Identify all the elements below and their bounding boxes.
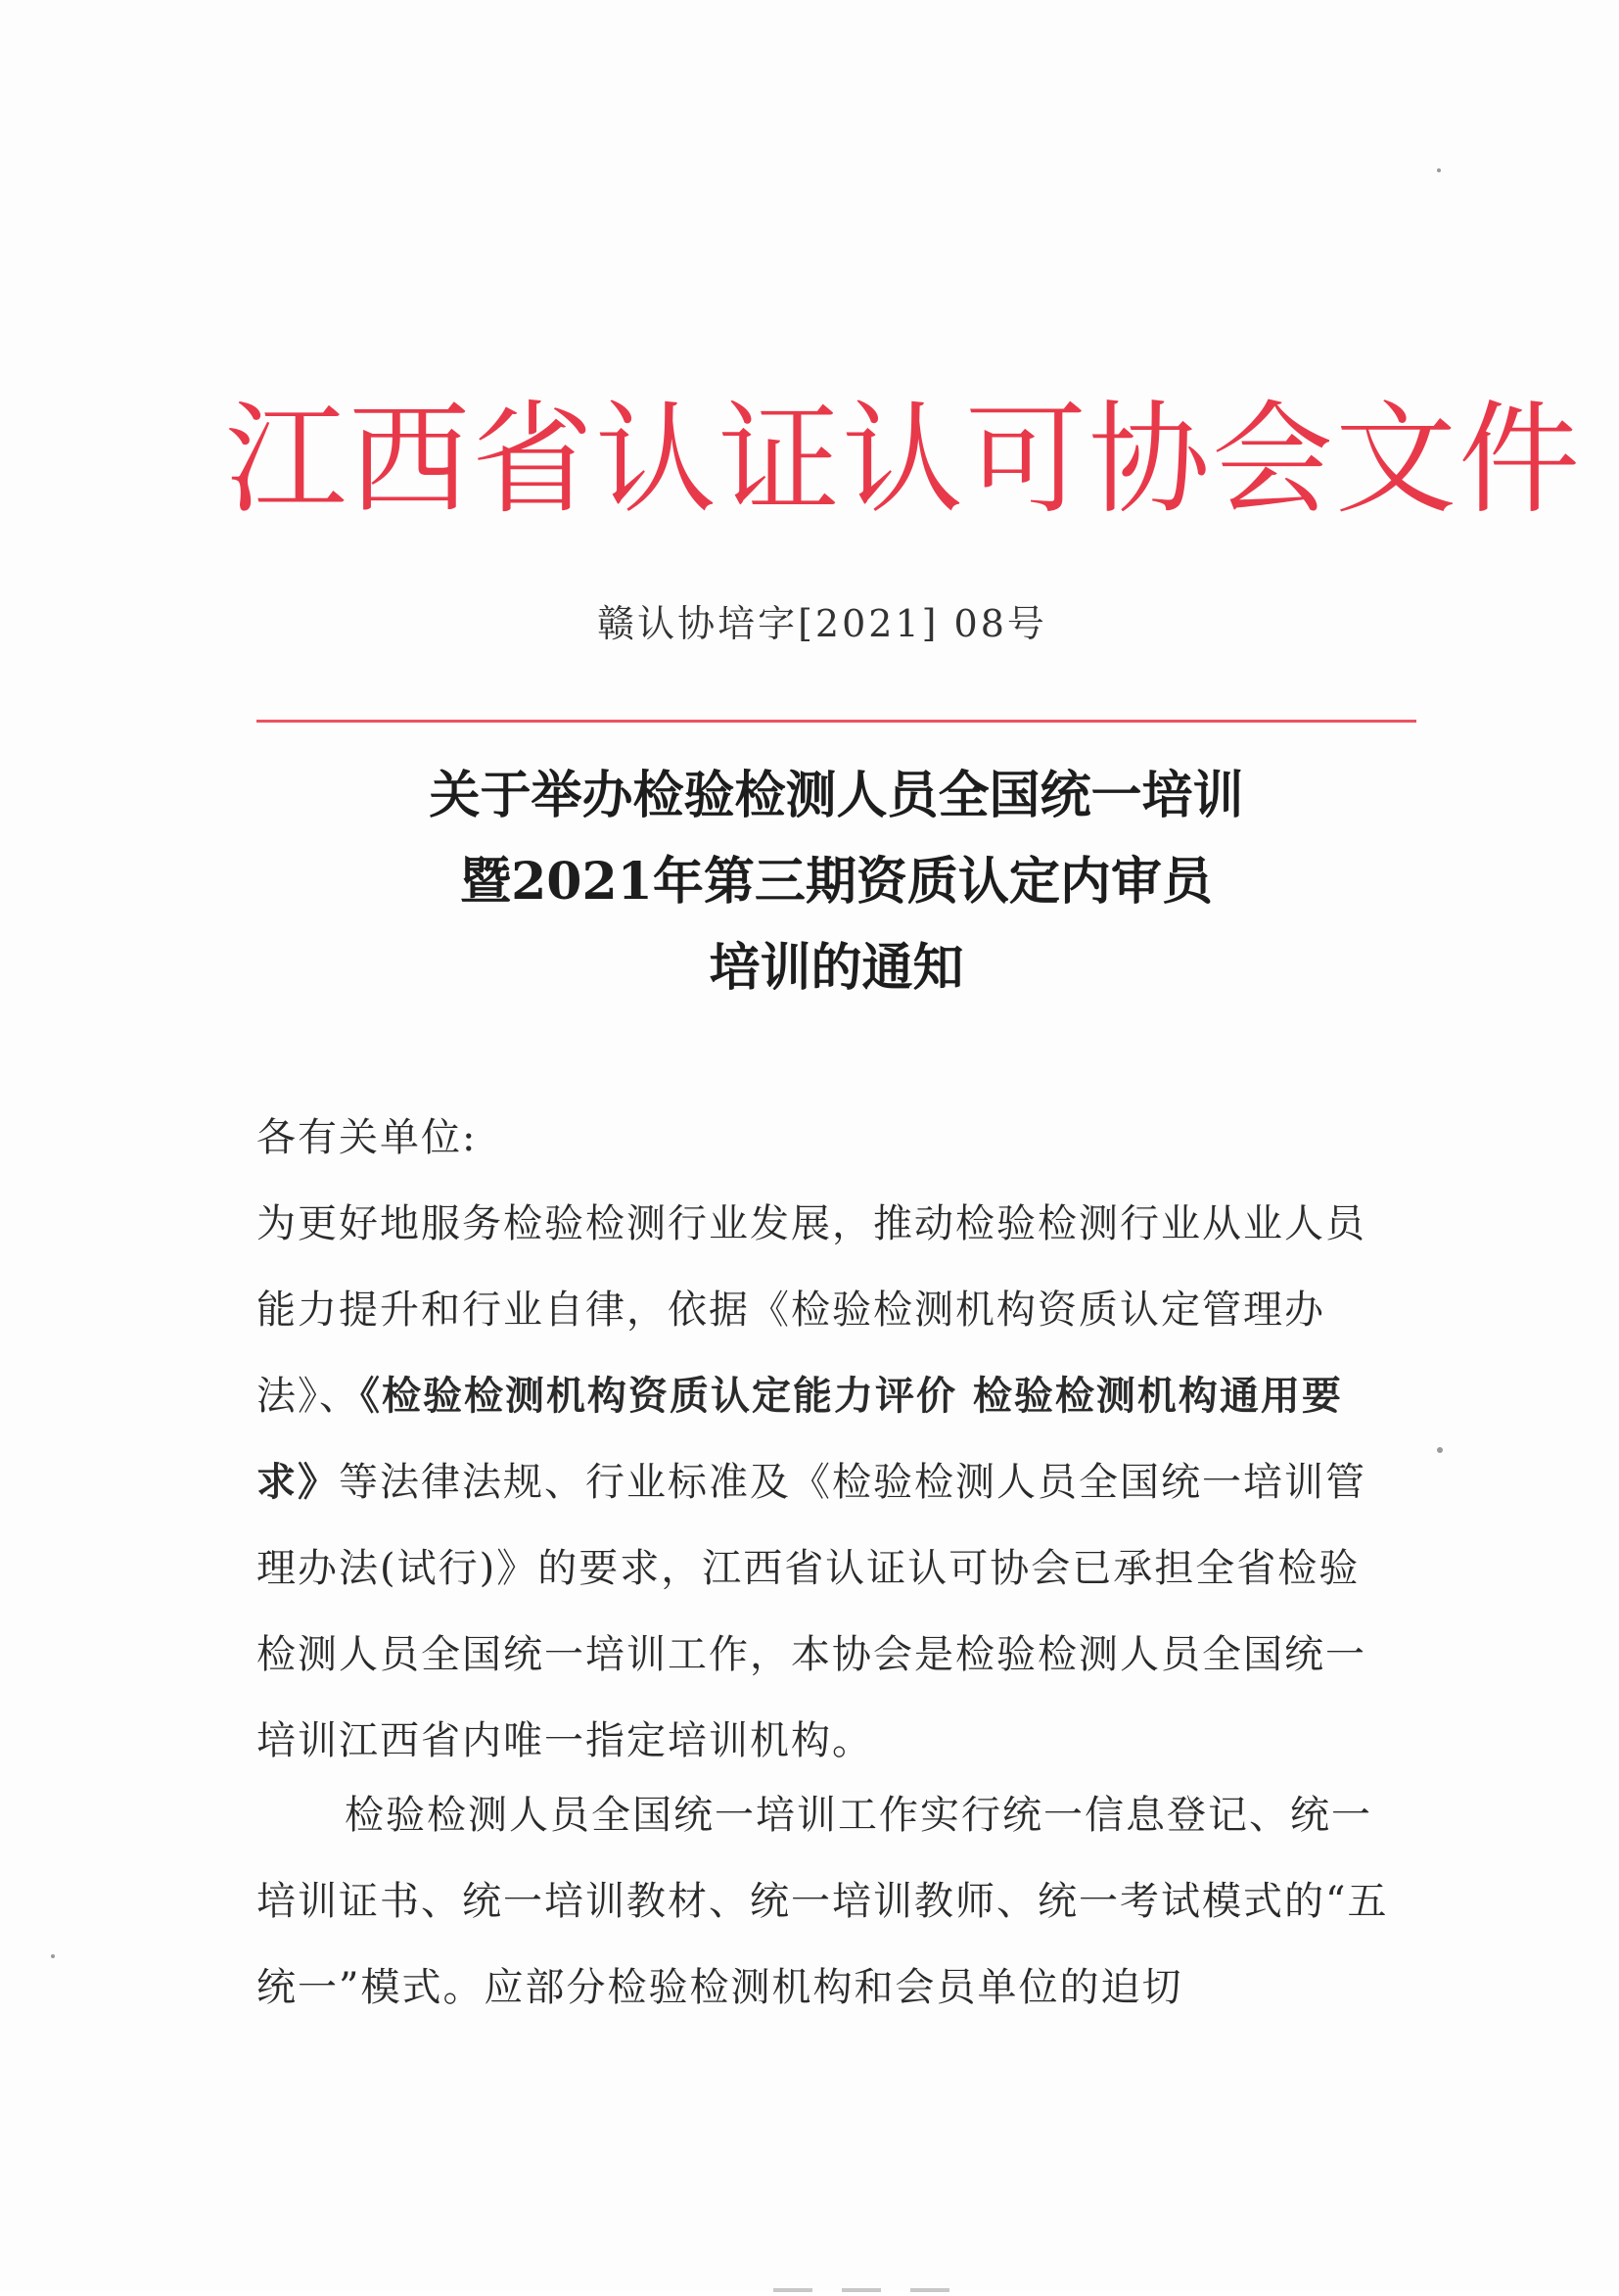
scan-speck <box>51 1954 55 1958</box>
notice-title-line-3: 培训的通知 <box>709 938 964 998</box>
paragraph-1-bold-citation: 《检验检测机构资质认定能力评价 检验检测机构通用要求》 <box>256 1373 1343 1505</box>
paragraph-1-text-b: 等法律法规、行业标准及《检验检测人员全国统一培训管理办法(试行)》的要求，江西省认证认可协会已承担全省检验检测人员全国统一培训工作，本协会是检验检测人员全国统一培训江西省内唯一指定培训机构。 <box>256 1460 1366 1763</box>
organization-masthead: 江西省认证认可协会文件 <box>225 390 1583 531</box>
paragraph-1-text-a: 为更好地服务检验检测行业发展，推动检验检测行业从业人员能力提升和行业自律，依据《检验检测机构资质认定管理办法》、 <box>256 1201 1366 1419</box>
paragraph-2: 检验检测人员全国统一培训工作实行统一信息登记、统一培训证书、统一培训教材、统一培训教师、统一考试模式的“五统一”模式。应部分检验检测机构和会员单位的迫切 <box>256 1793 1389 2010</box>
paragraph-1 <box>256 1181 1392 1784</box>
scan-speck <box>1437 168 1441 172</box>
scan-speck <box>1437 1447 1443 1453</box>
scan-edge-marks <box>773 2277 1087 2285</box>
document-number: 赣认协培字[2021] 08号 <box>597 602 1047 645</box>
notice-title-line-2: 暨2021年第三期资质认定内审员 <box>460 852 1213 912</box>
red-divider-line <box>256 720 1416 723</box>
notice-title-line-1: 关于举办检验检测人员全国统一培训 <box>429 766 1244 825</box>
salutation: 各有关单位: <box>256 1115 478 1160</box>
